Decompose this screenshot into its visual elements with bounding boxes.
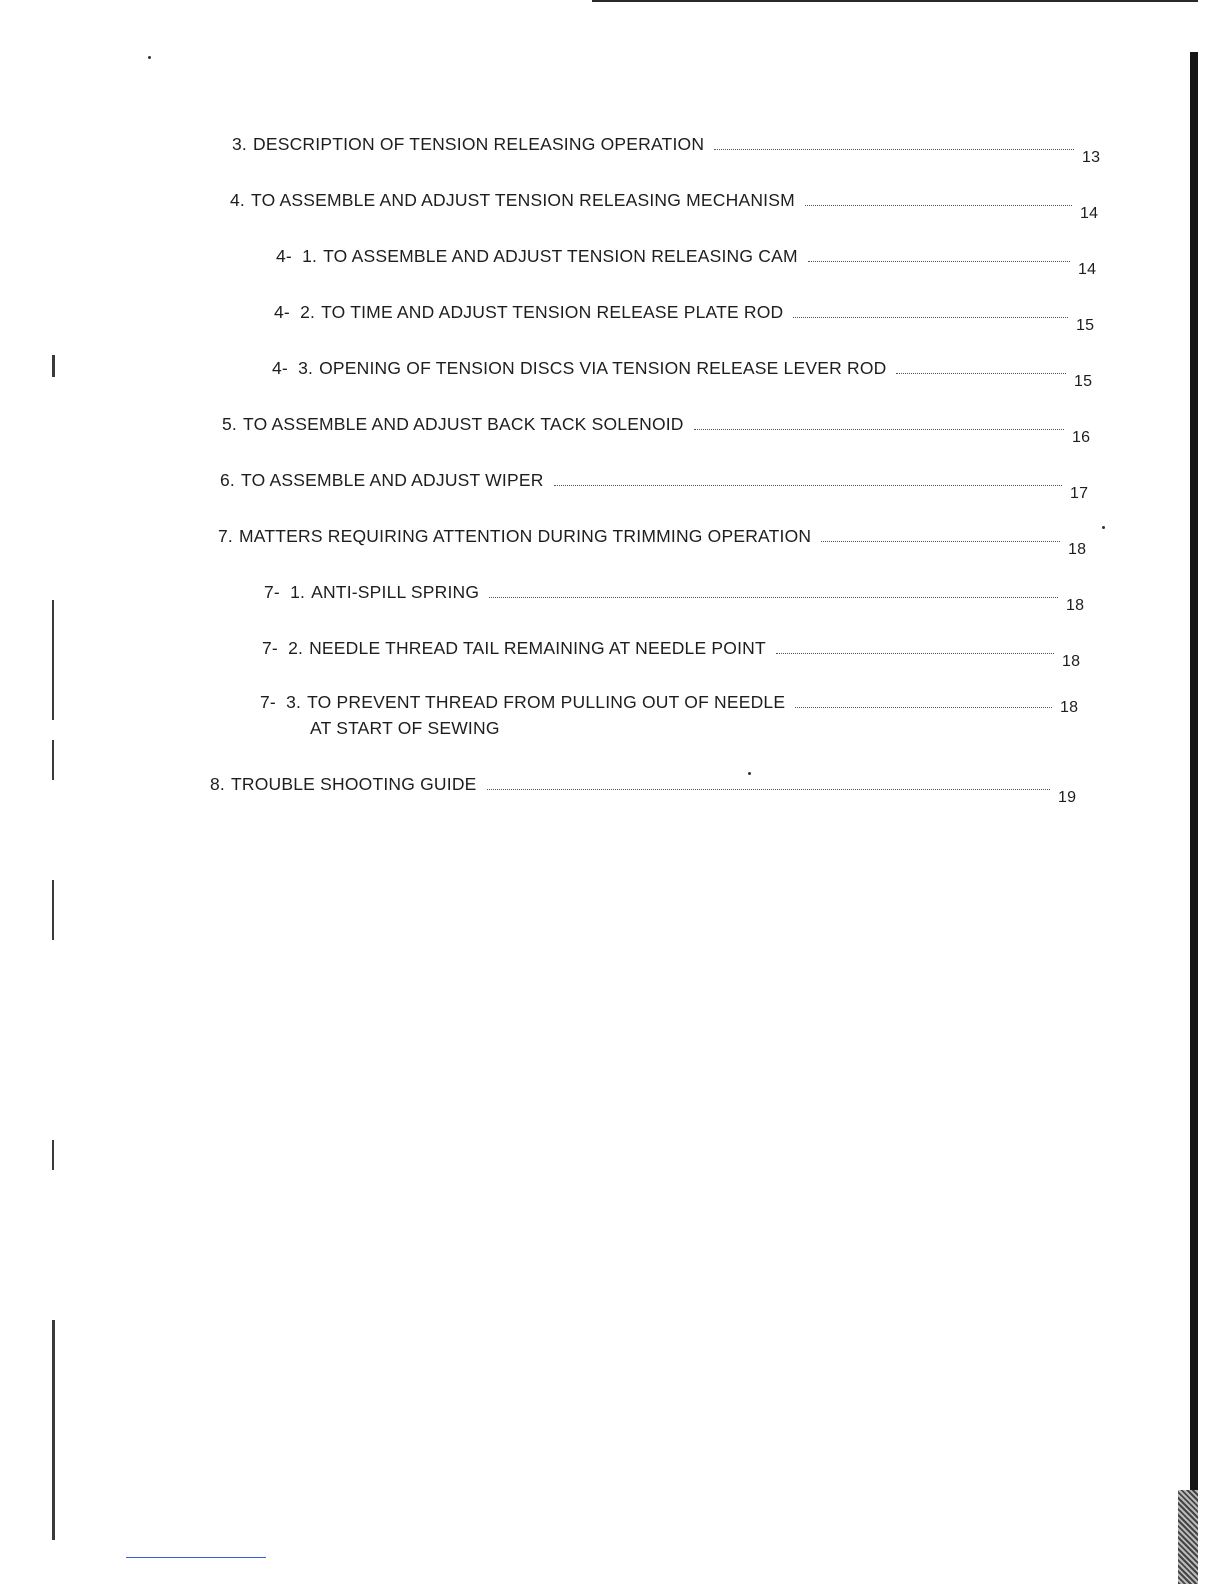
toc-entry-7-3: [260, 692, 1090, 716]
toc-entry-6: [220, 470, 1100, 502]
toc-entry-title: MATTERS REQUIRING ATTENTION DURING TRIMMING OPERATION: [239, 526, 812, 546]
toc-leader-dots: [776, 653, 1054, 654]
toc-entry-title: TO TIME AND ADJUST TENSION RELEASE PLATE ROD: [321, 302, 784, 322]
toc-page-number: 15: [1076, 317, 1095, 334]
toc-entry-7-1: [264, 582, 1096, 614]
toc-leader-dots: [694, 429, 1064, 430]
toc-page-number: 15: [1074, 373, 1093, 390]
toc-page-number: 14: [1078, 261, 1097, 278]
toc-entry-title: TO ASSEMBLE AND ADJUST WIPER: [241, 470, 544, 490]
toc-entry-number: 8.: [210, 774, 225, 794]
toc-entry-number: 7- 1.: [264, 582, 306, 602]
toc-leader-dots: [821, 541, 1060, 542]
toc-entry-number: 4.: [230, 190, 245, 210]
toc-leader-dots: [808, 261, 1070, 262]
toc-page-number: 13: [1082, 149, 1101, 166]
toc-entry-number: 4- 2.: [274, 302, 316, 322]
toc-entry-number: 7- 3.: [260, 692, 302, 712]
toc-leader-dots: [554, 485, 1062, 486]
toc-page-number: 18: [1062, 653, 1081, 670]
toc-entry-number: 7- 2.: [262, 638, 304, 658]
toc-entry-title: NEEDLE THREAD TAIL REMAINING AT NEEDLE POINT: [309, 638, 766, 658]
toc-entry-number: 5.: [222, 414, 237, 434]
toc-entry-number: 4- 1.: [276, 246, 318, 266]
toc-entry-title: TROUBLE SHOOTING GUIDE: [231, 774, 477, 794]
toc-leader-dots: [487, 789, 1050, 790]
toc-entry-4-1: [276, 246, 1108, 278]
toc-page-number: 19: [1058, 789, 1077, 806]
toc-entry-number: 7.: [218, 526, 233, 546]
toc-leader-dots: [714, 149, 1074, 150]
toc-entry-title: ANTI-SPILL SPRING: [311, 582, 480, 602]
toc-entry-title: TO ASSEMBLE AND ADJUST TENSION RELEASING MECHANISM: [251, 190, 795, 210]
toc-entry-title: TO ASSEMBLE AND ADJUST TENSION RELEASING CAM: [323, 246, 798, 266]
toc-leader-dots: [795, 707, 1052, 708]
toc-page-number: 18: [1066, 597, 1085, 614]
toc-leader-dots: [793, 317, 1068, 318]
toc-page-number: 14: [1080, 205, 1099, 222]
toc-entry-number: 3.: [232, 134, 247, 154]
toc-entry-4-3: [272, 358, 1104, 390]
toc-entry-number: 6.: [220, 470, 235, 490]
toc-entry-title: TO PREVENT THREAD FROM PULLING OUT OF NEEDLE: [307, 692, 786, 712]
toc-entry-7: [218, 526, 1098, 558]
toc-leader-dots: [489, 597, 1058, 598]
toc-page-number: 18: [1060, 699, 1079, 716]
toc-entry-3: [232, 134, 1112, 166]
toc-entry-continuation: AT START OF SEWING: [310, 718, 500, 738]
toc-entry-title: TO ASSEMBLE AND ADJUST BACK TACK SOLENOID: [243, 414, 684, 434]
toc-entry-7-2: [262, 638, 1092, 670]
toc-entry-8: [210, 774, 1088, 806]
toc-page-number: 16: [1072, 429, 1091, 446]
toc-page-number: 17: [1070, 485, 1089, 502]
toc-entry-title: OPENING OF TENSION DISCS VIA TENSION RELEASE LEVER ROD: [319, 358, 887, 378]
toc-page-number: 18: [1068, 541, 1087, 558]
toc-leader-dots: [805, 205, 1072, 206]
toc-leader-dots: [896, 373, 1066, 374]
toc-entry-number: 4- 3.: [272, 358, 314, 378]
toc-entry-5: [222, 414, 1102, 446]
toc-entry-4-2: [274, 302, 1106, 334]
toc-entry-4: [230, 190, 1110, 222]
toc-entry-title: DESCRIPTION OF TENSION RELEASING OPERATION: [253, 134, 705, 154]
